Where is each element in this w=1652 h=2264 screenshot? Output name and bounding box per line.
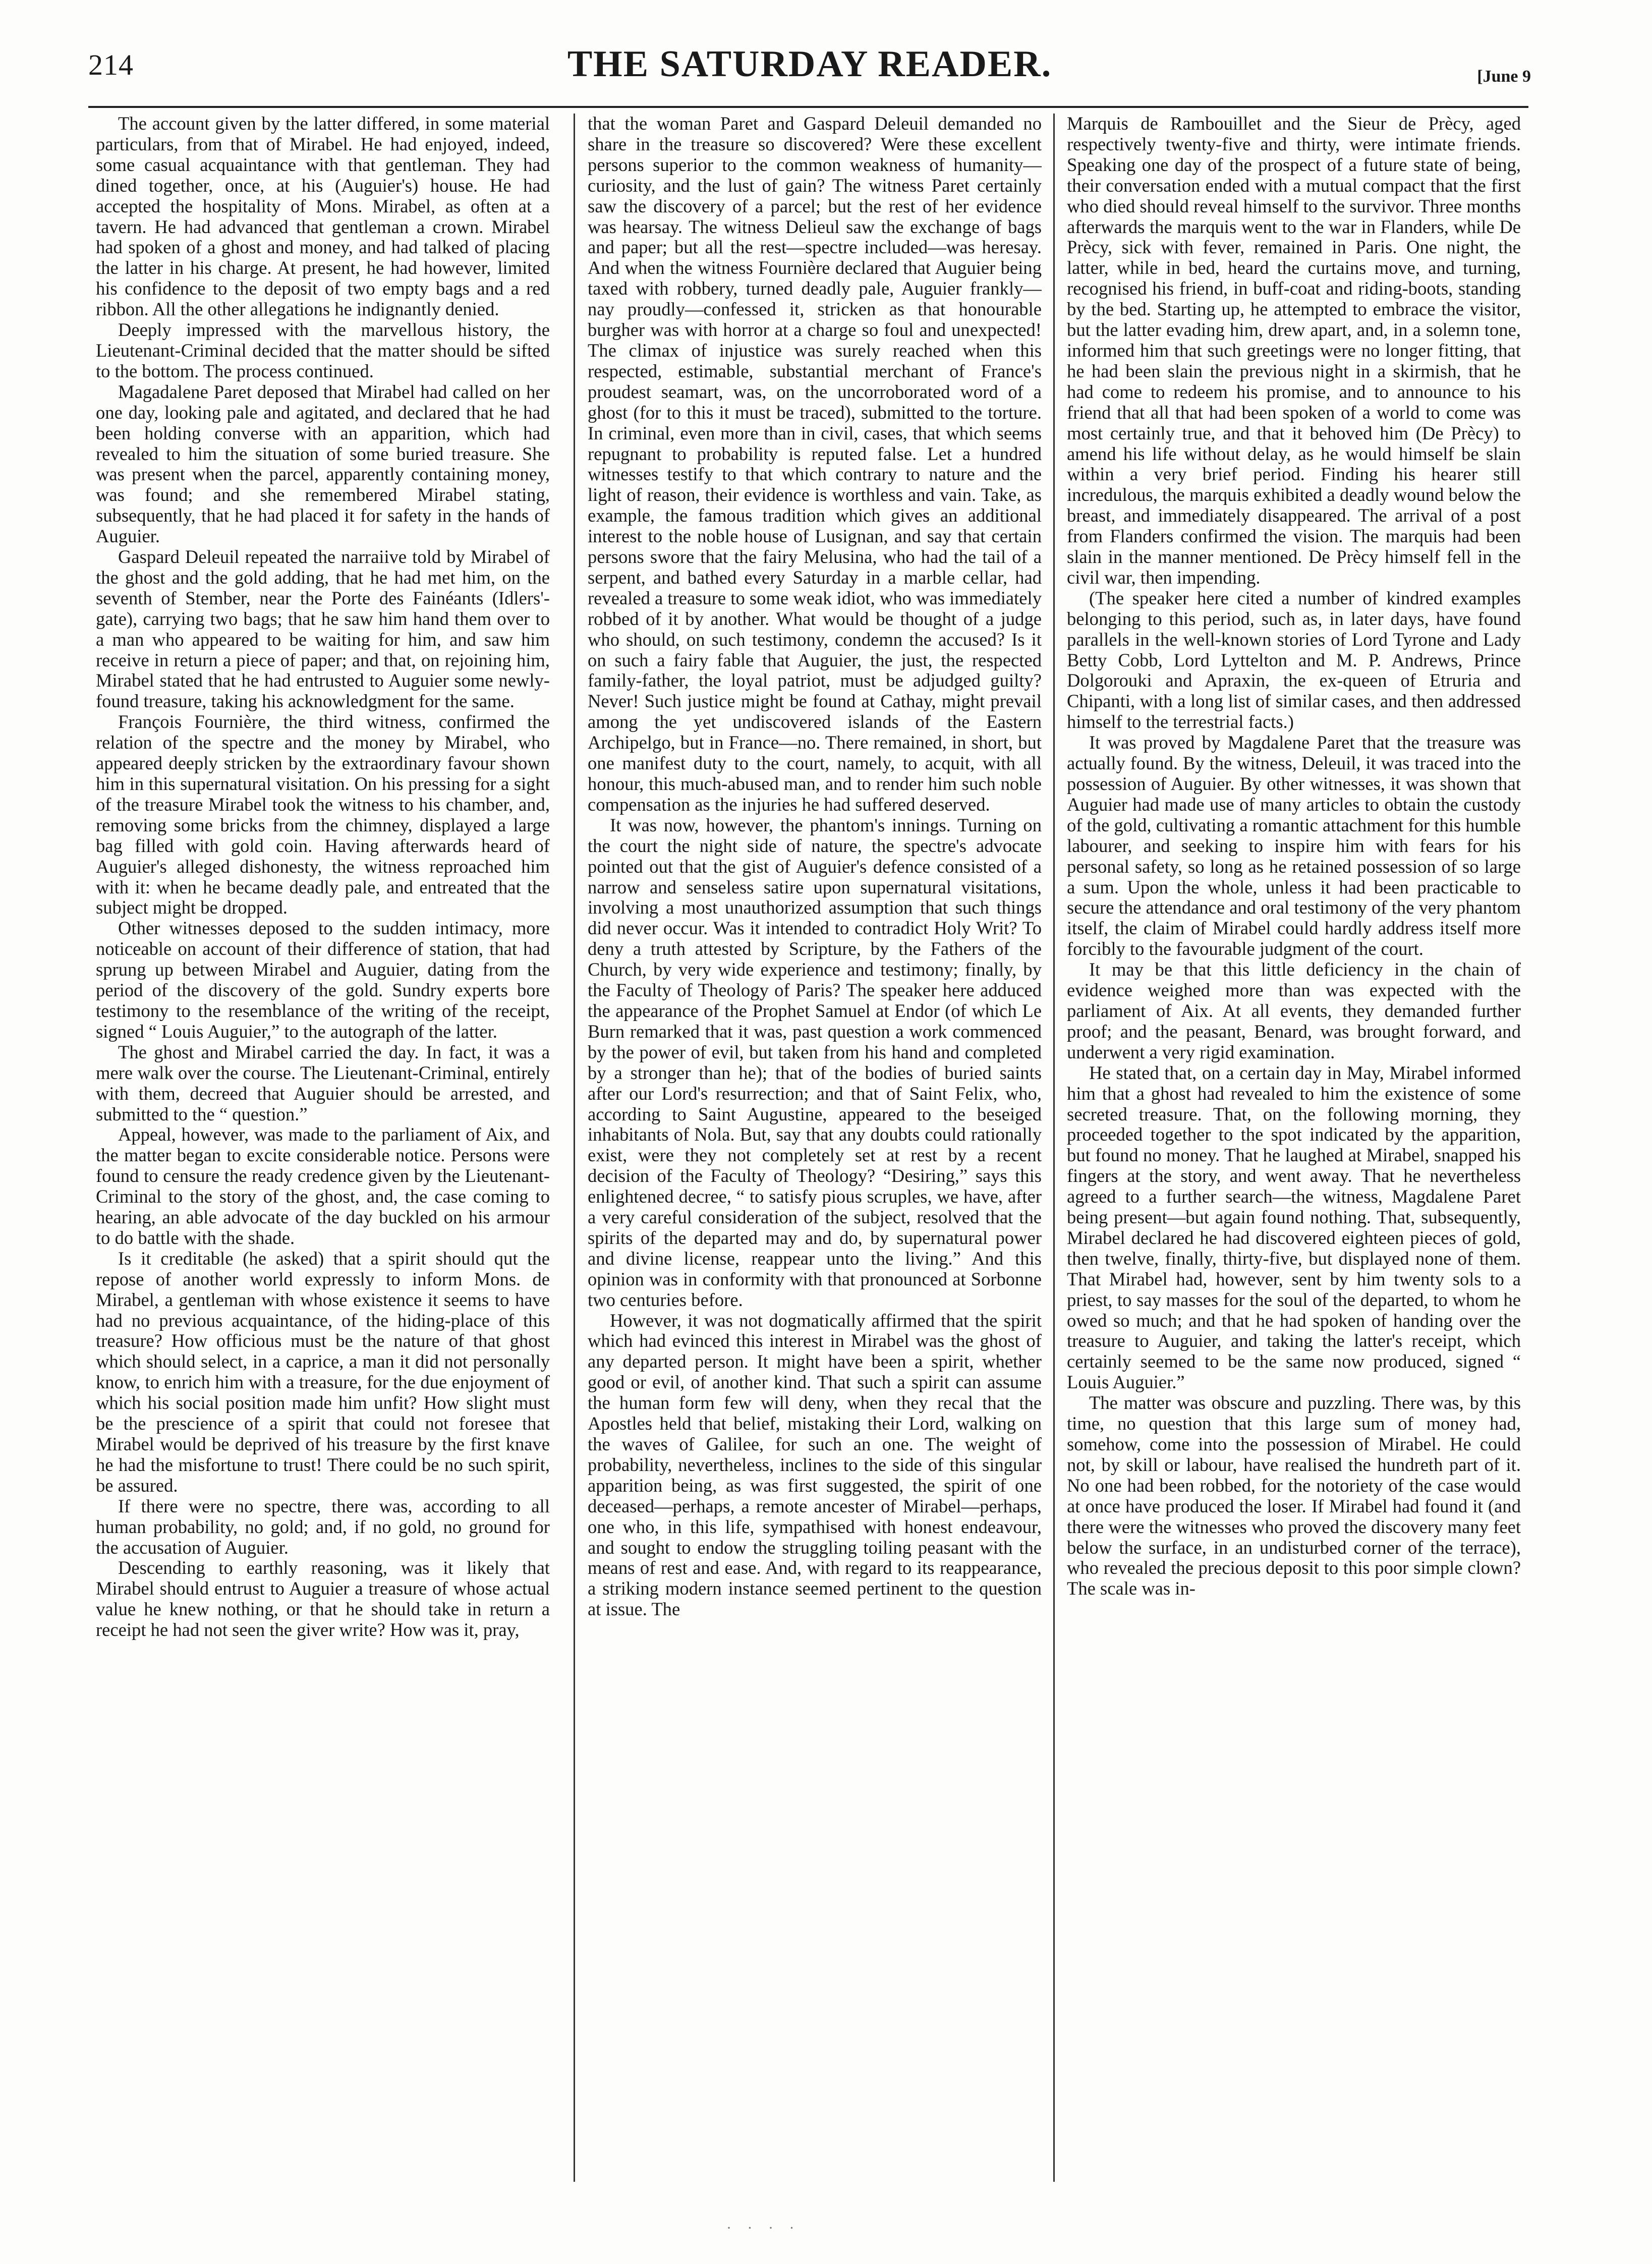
paragraph: Other witnesses deposed to the sudden intimacy, more noticeable on account of their difference of station, that had sprung up between Mirabel and Auguier, dating from the period of the discovery of the gold. Sundry experts bore testimony to the resemblance of the writing of the receipt, signed “ Louis Auguier,” to the autograph of the latter.	[96, 918, 550, 1042]
paragraph: If there were no spectre, there was, according to all human probability, no gold; and, if no gold, no ground for the accusation of Auguier.	[96, 1495, 550, 1558]
paragraph: The account given by the latter differed, in some material particulars, from that of Mirabel. He had enjoyed, indeed, some casual acquaintance with that gentleman. They had dined together, once, at his (Auguier's) house. He had accepted the hospitality of Mons. Mirabel, as often at a tavern. He had advanced that gentleman a crown. Mirabel had spoken of a ghost and money, and had talked of placing the latter in his charge. At present, he had however, limited his confidence to the deposit of two empty bags and a red ribbon. All the other allegations he indignantly denied.	[96, 114, 550, 320]
paragraph: The matter was obscure and puzzling. There was, by this time, no question that this large sum of money had, somehow, come into the possession of Mirabel. He could not, by skill or labour, have realised the hundreth part of it. No one had been robbed, for the notoriety of the case would at once have produced the loser. If Mirabel had found it (and there were the witnesses who proved the discovery many feet below the surface, in an undisturbed corner of the terrace), who revealed the precious deposit to this poor simple clown? The scale was in-	[1067, 1392, 1521, 1599]
paragraph: that the woman Paret and Gaspard Deleuil demanded no share in the treasure so discovered? Were these excellent persons superior to the common weakness of humanity—curiosity, and the lust of gain? The witness Paret certainly saw the discovery of a parcel; but the rest of her evidence was hearsay. The witness Delieul saw the exchange of bags and paper; but all the rest—spectre included—was heresay. And when the witness Fournière declared that Auguier being taxed with robbery, turned deadly pale, Auguier frankly—nay proudly—confessed it, stricken as that honourable burgher was with horror at a charge so foul and unexpected! The climax of injustice was surely reached when this respected, estimable, substantial merchant of France's proudest seamart, was, on the uncorroborated word of a ghost (for to this it must be traced), submitted to the torture. In criminal, even more than in civil, cases, that which seems repugnant to probability is reputed false. Let a hundred witnesses testify to that which contrary to nature and the light of reason, their evidence is worthless and vain. Take, as example, the famous tradition which gives an additional interest to the noble house of Lusignan, and say that certain persons swore that the fairy Melusina, who had the tail of a serpent, and bathed every Saturday in a marble cellar, had revealed a treasure to some weak idiot, who was immediately robbed of it by another. What would be thought of a judge who should, on such testimony, condemn the accused? Is it on such a fairy fable that Auguier, the just, the respected family-father, the loyal patriot, must be adjudged guilty? Never! Such justice might be found at Cathay, might prevail among the yet undiscovered islands of the Eastern Archipelgo, but in France—no. There remained, in short, but one manifest duty to the court, namely, to acquit, with all honour, this much-abused man, and to render him such noble compensation as the injuries he had suffered deserved.	[588, 114, 1042, 815]
paragraph: It was now, however, the phantom's innings. Turning on the court the night side of nature, the spectre's advocate pointed out that the gist of Auguier's defence consisted of a narrow and senseless satire upon supernatural visitations, involving a most unauthorized assumption that such things did never occur. Was it intended to contradict Holy Writ? To deny a truth attested by Scripture, by the Fathers of the Church, by very wide experience and testimony; finally, by the Faculty of Theology of Paris? The speaker here adduced the appearance of the Prophet Samuel at Endor (of which Le Burn remarked that it was, past question a work commenced by the power of evil, but taken from his hand and completed by a stronger than he); that of the bodies of buried saints after our Lord's resurrection; and that of Saint Felix, who, according to Saint Augustine, appeared to the beseiged inhabitants of Nola. But, say that any doubts could rationally exist, were they not completely set at rest by a recent decision of the Faculty of Theology? “Desiring,” says this enlightened decree, “ to satisfy pious scruples, we have, after a very careful consideration of the subject, resolved that the spirits of the departed may and do, by supernatural power and divine license, reappear unto the living.” And this opinion was in conformity with that pronounced at Sorbonne two centuries before.	[588, 814, 1042, 1310]
paragraph: (The speaker here cited a number of kindred examples belonging to this period, such as, in later days, have found parallels in the well-known stories of Lord Tyrone and Lady Betty Cobb, Lord Lyttelton and M. P. Andrews, Prince Dolgorouki and Apraxin, the ex-queen of Etruria and Chipanti, with a long list of similar cases, and then addressed himself to the terrestrial facts.)	[1067, 587, 1521, 732]
paragraph: However, it was not dogmatically affirmed that the spirit which had evinced this interest in Mirabel was the ghost of any departed person. It might have been a spirit, whether good or evil, of another kind. That such a spirit can assume the human form few will deny, when they recal that the Apostles held that belief, mistaking their Lord, walking on the waves of Galilee, for such an one. The weight of probability, nevertheless, inclines to the side of this singular apparition being, as was first suggested, the spirit of one deceased—perhaps, a remote ancester of Mirabel—perhaps, one who, in this life, sympathised with honest endeavour, and sought to endow the struggling toiling peasant with the means of rest and ease. And, with regard to its reappearance, a striking modern instance seemed pertinent to the question at issue. The	[588, 1310, 1042, 1620]
page-number: 214	[88, 48, 134, 81]
paragraph: It was proved by Magdalene Paret that the treasure was actually found. By the witness, Deleuil, it was traced into the possession of Auguier. By other witnesses, it was shown that Auguier had made use of many articles to obtain the custody of the gold, cultivating a romantic attachment for this humble labourer, and seeking to inspire him with fears for his personal safety, so long as he retained possession of so large a sum. Upon the whole, unless it had been practicable to secure the attendance and oral testimony of the very phantom itself, the claim of Mirabel could hardly address itself more forcibly to the favourable judgment of the court.	[1067, 732, 1521, 959]
header-rule	[88, 106, 1528, 108]
text-column-2	[588, 114, 1042, 2172]
paragraph: Appeal, however, was made to the parliament of Aix, and the matter began to excite considerable notice. Persons were found to censure the ready credence given by the Lieutenant-Criminal to the story of the ghost, and, the case coming to hearing, an able advocate of the day buckled on his armour to do battle with the shade.	[96, 1124, 550, 1248]
text-column-3	[1067, 114, 1521, 2172]
paragraph: Deeply impressed with the marvellous history, the Lieutenant-Criminal decided that the matter should be sifted to the bottom. The process continued.	[96, 319, 550, 381]
paragraph: Marquis de Rambouillet and the Sieur de Prècy, aged respectively twenty-five and thirty, were intimate friends. Speaking one day of the prospect of a future state of being, their conversation ended with a mutual compact that the first who died should reveal himself to the survivor. Three months afterwards the marquis went to the war in Flanders, while De Prècy, sick with fever, remained in Paris. One night, the latter, while in bed, heard the curtains move, and turning, recognised his friend, in buff-coat and riding-boots, standing by the bed. Starting up, he attempted to embrace the visitor, but the latter evading him, drew apart, and, in a solemn tone, informed him that such greetings were no longer fitting, that he had been slain the previous night in a skirmish, that he had come to redeem his promise, and to announce to his friend that all that had been spoken of a world to come was most certainly true, and that it behoved him (De Prècy) to amend his life without delay, as he would himself be slain within a very brief period. Finding his hearer still incredulous, the marquis exhibited a deadly wound below the breast, and immediately disappeared. The arrival of a post from Flanders confirmed the vision. The marquis had been slain in the manner mentioned. De Prècy himself fell in the civil war, then impending.	[1067, 114, 1521, 588]
paragraph: Is it creditable (he asked) that a spirit should qut the repose of another world expressly to inform Mons. de Mirabel, a gentleman with whose existence it seems to have had no previous acquaintance, of the hiding-place of this treasure? How officious must be the nature of that ghost which should select, in a caprice, a man it did not personally know, to enrich him with a treasure, for the due enjoyment of which his social position made him unfit? How slight must be the prescience of a spirit that could not foresee that Mirabel would be deprived of his treasure by the first knave he had the misfortune to trust! There could be no such spirit, be assured.	[96, 1248, 550, 1496]
paragraph: The ghost and Mirabel carried the day. In fact, it was a mere walk over the course. The Lieutenant-Criminal, entirely with them, decreed that Auguier should be arrested, and submitted to the “ question.”	[96, 1041, 550, 1124]
paragraph: Gaspard Deleuil repeated the narraiive told by Mirabel of the ghost and the gold adding, that he had met him, on the seventh of Stember, near the Porte des Fainéants (Idlers'-gate), carrying two bags; that he saw him hand them over to a man who appeared to be waiting for him, and saw him receive in return a piece of paper; and that, on rejoining him, Mirabel stated that he had entrusted to Auguier some newly-found treasure, taking his acknowledgment for the same.	[96, 546, 550, 712]
paragraph: Descending to earthly reasoning, was it likely that Mirabel should entrust to Auguier a treasure of whose actual value he knew nothing, or that he should take in return a receipt he had not seen the giver write? How was it, pray,	[96, 1557, 550, 1640]
paragraph: Magadalene Paret deposed that Mirabel had called on her one day, looking pale and agitated, and declared that he had been holding converse with an apparition, which had revealed to him the situation of some buried treasure. She was present when the parcel, apparently containing money, was found; and she remembered Mirabel stating, subsequently, that he had placed it for safety in the hands of Auguier.	[96, 381, 550, 547]
text-column-1	[96, 114, 550, 2172]
masthead-title: THE SATURDAY READER.	[567, 43, 1052, 85]
column-divider	[1053, 114, 1055, 2182]
page-header	[88, 43, 1531, 108]
issue-date: [June 9	[1477, 67, 1531, 86]
paragraph: It may be that this little deficiency in the chain of evidence weighed more than was expected with the parliament of Aix. At all events, they demanded further proof; and the peasant, Benard, was brought forward, and underwent a very rigid examination.	[1067, 959, 1521, 1062]
paragraph: He stated that, on a certain day in May, Mirabel informed him that a ghost had revealed to him the existence of some secreted treasure. That, on the following morning, they proceeded together to the spot indicated by the apparition, but found no money. That he laughed at Mirabel, snapped his fingers at the story, and went away. That he nevertheless agreed to a further search—the witness, Magdalene Paret being present—but again found nothing. That, subsequently, Mirabel declared he had discovered eighteen pieces of gold, then twelve, finally, thirty-five, but displayed none of them. That Mirabel had, however, sent by him twenty sols to a priest, to say masses for the soul of the departed, to whom he owed so much; and that he had spoken of handing over the treasure to Auguier, and taking the latter's receipt, which certainly seemed to be the same now produced, signed “ Louis Auguier.”	[1067, 1062, 1521, 1393]
column-divider	[574, 114, 575, 2182]
print-marks: · · · ·	[726, 2220, 801, 2236]
paragraph: François Fournière, the third witness, confirmed the relation of the spectre and the money by Mirabel, who appeared deeply stricken by the extraordinary favour shown him in this supernatural visitation. On his pressing for a sight of the treasure Mirabel took the witness to his chamber, and, removing some bricks from the chimney, displayed a large bag filled with gold coin. Having afterwards heard of Auguier's alleged dishonesty, the witness reproached him with it: when he became deadly pale, and entreated that the subject might be dropped.	[96, 711, 550, 918]
